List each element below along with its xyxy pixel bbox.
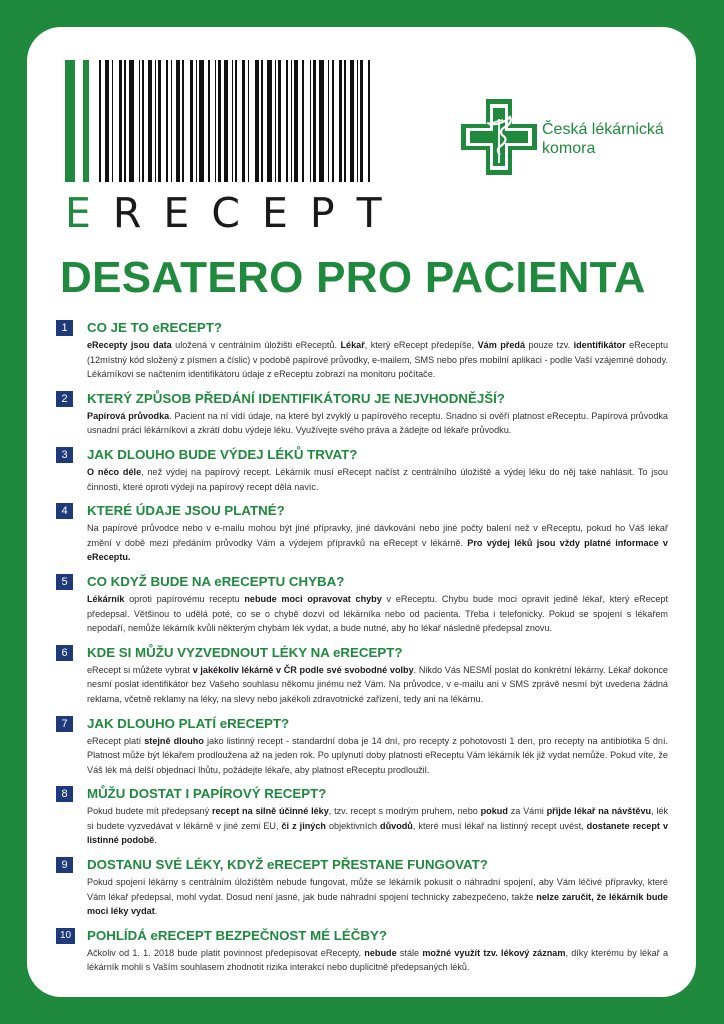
question-answer [87, 663, 668, 707]
question-answer [87, 875, 668, 919]
question-heading: DOSTANU SVÉ LÉKY, KDYŽ eRECEPT PŘESTANE FUNGOVAT? [87, 857, 488, 873]
answer-emphasis: O něco déle [87, 466, 142, 477]
question-heading: KTERÉ ÚDAJE JSOU PLATNÉ? [87, 503, 285, 519]
barcode-bar [339, 60, 342, 182]
poster-card [27, 27, 696, 997]
erecept-wordmark [65, 189, 404, 237]
question-number-badge: 3 [56, 447, 73, 463]
question-item [56, 320, 668, 382]
barcode-bar [119, 60, 122, 182]
question-answer [87, 946, 668, 975]
barcode-bar [176, 60, 180, 182]
barcode-bar [350, 60, 354, 182]
wordmark-letter: E [65, 189, 113, 237]
barcode-bar [215, 60, 216, 182]
pharmacy-cross-icon [459, 97, 539, 177]
barcode-bar [235, 60, 237, 182]
answer-text: Pokud spojení lékárny s centrálním úložištěm nebude fungovat, může se lékárník pokusit o náhradní spojení, aby Vám léčivé přípravky, které Vám lékař předepsal, mohl vydat. Dosud není jasné, jak bude náhradní spojení technicky zabezpečeno, takže [87, 877, 668, 902]
barcode-bar [332, 60, 334, 182]
answer-emphasis: důvodů [380, 820, 413, 831]
answer-text: eRecept si můžete vybrat [87, 664, 193, 675]
question-item [56, 447, 668, 494]
question-item [56, 716, 668, 778]
barcode-bar [166, 60, 168, 182]
question-heading: KDE SI MŮŽU VYZVEDNOUT LÉKY NA eRECEPT? [87, 644, 403, 660]
wordmark-letter: E [261, 189, 310, 237]
answer-text: , než výdej na papírový recept. Lékárník musí eRecept načíst z centrálního úložiště a výdej léku do něj také nahlásit. To jsou činnosti, které oproti výdeji na papírový recept dělá navíc. [87, 466, 668, 492]
barcode-bar [248, 60, 249, 182]
wordmark-letter: E [163, 189, 212, 237]
barcode-bar [218, 60, 221, 182]
answer-emphasis: v jakékoliv lékárně v ČR podle své svobodné volby [192, 664, 414, 675]
answer-text: . [154, 906, 158, 917]
answer-emphasis: Pro výdej léků jsou vždy platné informace v eReceptu. [87, 537, 668, 563]
barcode-bar [182, 60, 184, 182]
wordmark-letter: P [309, 189, 357, 237]
question-answer [87, 338, 668, 382]
answer-emphasis: identifikátor [573, 340, 626, 350]
question-answer [87, 804, 668, 848]
barcode-bar [208, 60, 210, 182]
organization-name: Česká lékárnická komora [542, 121, 664, 157]
barcode-bar [313, 60, 316, 182]
answer-emphasis: dostanete recept v listinné podobě [87, 820, 669, 846]
question-number-badge: 2 [56, 391, 73, 407]
barcode-bar [190, 60, 193, 182]
barcode-bar [99, 60, 101, 182]
barcode-bar [255, 60, 259, 182]
question-heading: JAK DLOUHO BUDE VÝDEJ LÉKŮ TRVAT? [87, 446, 358, 462]
barcode-bar [275, 60, 276, 182]
answer-emphasis: možné využít tzv. lékový záznam [422, 947, 566, 958]
answer-text: , který eRecept předepíše, [364, 340, 478, 350]
answer-text: , které musí lékař na listinný recept uvést, [412, 820, 587, 831]
answer-emphasis: Vám předá [477, 340, 526, 350]
answer-emphasis: pokud [480, 806, 508, 817]
barcode-bar [294, 60, 298, 182]
question-number-badge: 6 [56, 645, 73, 661]
answer-emphasis: eRecepty jsou data [87, 340, 172, 350]
answer-text: , tzv. recept s modrým pruhem, nebo [328, 806, 481, 817]
question-answer [87, 592, 668, 636]
barcode-bar [267, 60, 272, 182]
barcode-bar [328, 60, 329, 182]
answer-text: Ačkoliv od 1. 1. 2018 bude platit povinnost předepisovat eRecepty, [87, 947, 365, 958]
question-number-badge: 4 [56, 503, 73, 519]
answer-emphasis: přijde lékař na návštěvu [546, 806, 652, 817]
answer-text: , díky kterému by lékař a lékárník mohli s Vaším souhlasem zhodnotit rizika interakcí nebo duplicitně předepsaných léků. [87, 947, 668, 973]
barcode-bar [112, 60, 113, 182]
question-heading: CO JE TO eRECEPT? [87, 320, 222, 335]
question-answer [87, 734, 668, 778]
barcode-bar [261, 60, 263, 182]
answer-emphasis: nelze zaručit, že lékárník bude moci léky vydat [87, 891, 668, 917]
question-number-badge: 8 [56, 786, 73, 802]
answer-text: , lék si budete vyzvedávat v lékárně v jiné zemi EU, [87, 806, 669, 831]
answer-text: Na papírové průvodce nebo v e-mailu mohou být jiné přípravky, jiné dávkování nebo jiné počty balení než v eReceptu, pokud ho Váš lékař změní v době mezi předáním průvodky Vám a výdejem přípravků na eRecept v lékárně. [87, 523, 668, 548]
answer-emphasis: nebude [364, 947, 397, 958]
question-item [56, 928, 668, 975]
answer-text: uložená v centrálním úložišti eReceptů. [171, 340, 341, 350]
question-heading: POHLÍDÁ eRECEPT BEZPEČNOST MÉ LÉČBY? [87, 927, 387, 943]
barcode-bar [344, 60, 346, 182]
question-item [56, 503, 668, 565]
barcode-bar [129, 60, 134, 182]
barcode-bar [278, 60, 281, 182]
answer-text: . Pacient na ní vidí údaje, na které byl zvyklý u papírového receptu. Snadno si ověří platnost eReceptu. Papírová průvodka usnadní práci lékárníkovi a zkrátí dobu výdeje léku. Využívejte svého práva a žádejte od lékaře průvodku. [87, 410, 668, 436]
barcode-bar [291, 60, 292, 182]
barcode-bar [148, 60, 152, 182]
barcode-bar [124, 60, 126, 182]
barcode-bar [357, 60, 358, 182]
answer-emphasis: Lékař [340, 340, 365, 350]
answer-text: . Nikdo Vás NESMÍ poslat do konkrétní lékárny. Lékař dokonce nesmí poslat identifikátor bez Vašeho souhlasu někomu jinému než Vám. Na průvodce, v e-mailu ani v SMS zprávě nesmí být uvedena žádná reklama, včetně reklamy na léky, na slevy nebo jakékoli zdravotnické zařízení, tedy ani na lékárnu. [87, 664, 668, 704]
answer-text: v eReceptu. Chybu bude moci opravit jedině lékař, který eRecept předepsal. Většinou to udělá poté, co se o chybě dozví od lékárníka nebo od pacienta. Třeba i telefonicky. Pokud se spojení s lékařem nepodaří, nemůže lékárník kvůli některým chybám lék vydat, a bude nutné, aby ho lékař následně předepsal znovu. [87, 593, 668, 634]
answer-text: Pokud budete mít předepsaný [87, 806, 212, 817]
page-title: DESATERO PRO PACIENTA [60, 253, 646, 302]
question-number-badge: 7 [56, 716, 73, 732]
answer-emphasis: Papírová průvodka [87, 410, 170, 421]
questions-list [56, 320, 668, 984]
answer-emphasis: stejně dlouho [144, 735, 204, 746]
question-number-badge: 1 [56, 320, 73, 336]
barcode-bar [302, 60, 304, 182]
wordmark-letter: T [356, 189, 404, 237]
barcode-bar [286, 60, 288, 182]
barcode-bar [142, 60, 144, 182]
question-number-badge: 5 [56, 574, 73, 590]
barcode-icon [65, 60, 375, 182]
question-heading: CO KDYŽ BUDE NA eRECEPTU CHYBA? [87, 573, 345, 589]
barcode-bar [158, 60, 161, 182]
question-answer [87, 521, 668, 565]
barcode-bar [105, 60, 109, 182]
question-heading: JAK DLOUHO PLATÍ eRECEPT? [87, 715, 290, 731]
answer-text: eRecept platí [87, 735, 145, 746]
question-heading: MŮŽU DOSTAT I PAPÍROVÝ RECEPT? [87, 786, 327, 802]
barcode-bar [155, 60, 156, 182]
barcode-bar [232, 60, 233, 182]
question-item [56, 786, 668, 848]
answer-emphasis: či z jiných [281, 820, 326, 831]
wordmark-letter: R [112, 189, 164, 237]
barcode-bar [319, 60, 324, 182]
answer-text: jako listinný recept - standardní doba je 14 dní, pro recepty z pohotovosti 1 den, pro recepty na antibiotika 5 dní. Platnost může být lékařem prodloužena až na jeden rok. Po uplynutí doby platnosti eReceptu Vám lékárník lék již vydat nemůže. Pokud víte, že Váš lék má delší objednací lhůtu, požádejte lékaře, aby platnost eReceptu prodloužil. [87, 735, 669, 775]
barcode-bar [139, 60, 140, 182]
question-item [56, 645, 668, 707]
question-item [56, 857, 668, 919]
answer-emphasis: Lékárník [87, 593, 125, 604]
question-answer [87, 409, 668, 438]
answer-text: pouze tzv. [525, 340, 574, 350]
barcode-bar [199, 60, 204, 182]
barcode-bar [196, 60, 197, 182]
answer-text: oproti papírovému receptu [124, 593, 245, 604]
answer-emphasis: nebude moci opravovat chyby [244, 593, 382, 604]
barcode-bar [171, 60, 172, 182]
barcode-bar [224, 60, 228, 182]
answer-text: . [154, 835, 157, 846]
question-answer [87, 465, 668, 494]
barcode-bar [360, 60, 363, 182]
question-number-badge: 9 [56, 857, 73, 873]
question-number-badge: 10 [56, 928, 75, 944]
answer-text: stále [396, 947, 423, 958]
answer-text: za Vámi [507, 806, 547, 817]
answer-emphasis: recept na silně účinné léky [211, 806, 329, 817]
barcode-bar [310, 60, 311, 182]
question-item [56, 391, 668, 438]
answer-text: eReceptu (12místný kód složený z písmen a číslic) v podobě papírové průvodky, e-mailem, SMS nebo přes mobilní aplikaci - podle Vaší vzájemné dohody. Lékárníkovi se načtením identifikátoru údaje z eReceptu zobrazí na monitoru počítače. [87, 340, 669, 380]
question-heading: KTERÝ ZPŮSOB PŘEDÁNÍ IDENTIFIKÁTORU JE NEJVHODNĚJŠÍ? [87, 390, 505, 406]
answer-text: objektivních [325, 820, 381, 831]
wordmark-letter: C [211, 189, 262, 237]
barcode-bar [242, 60, 245, 182]
question-item [56, 574, 668, 636]
barcode-bar [368, 60, 370, 182]
